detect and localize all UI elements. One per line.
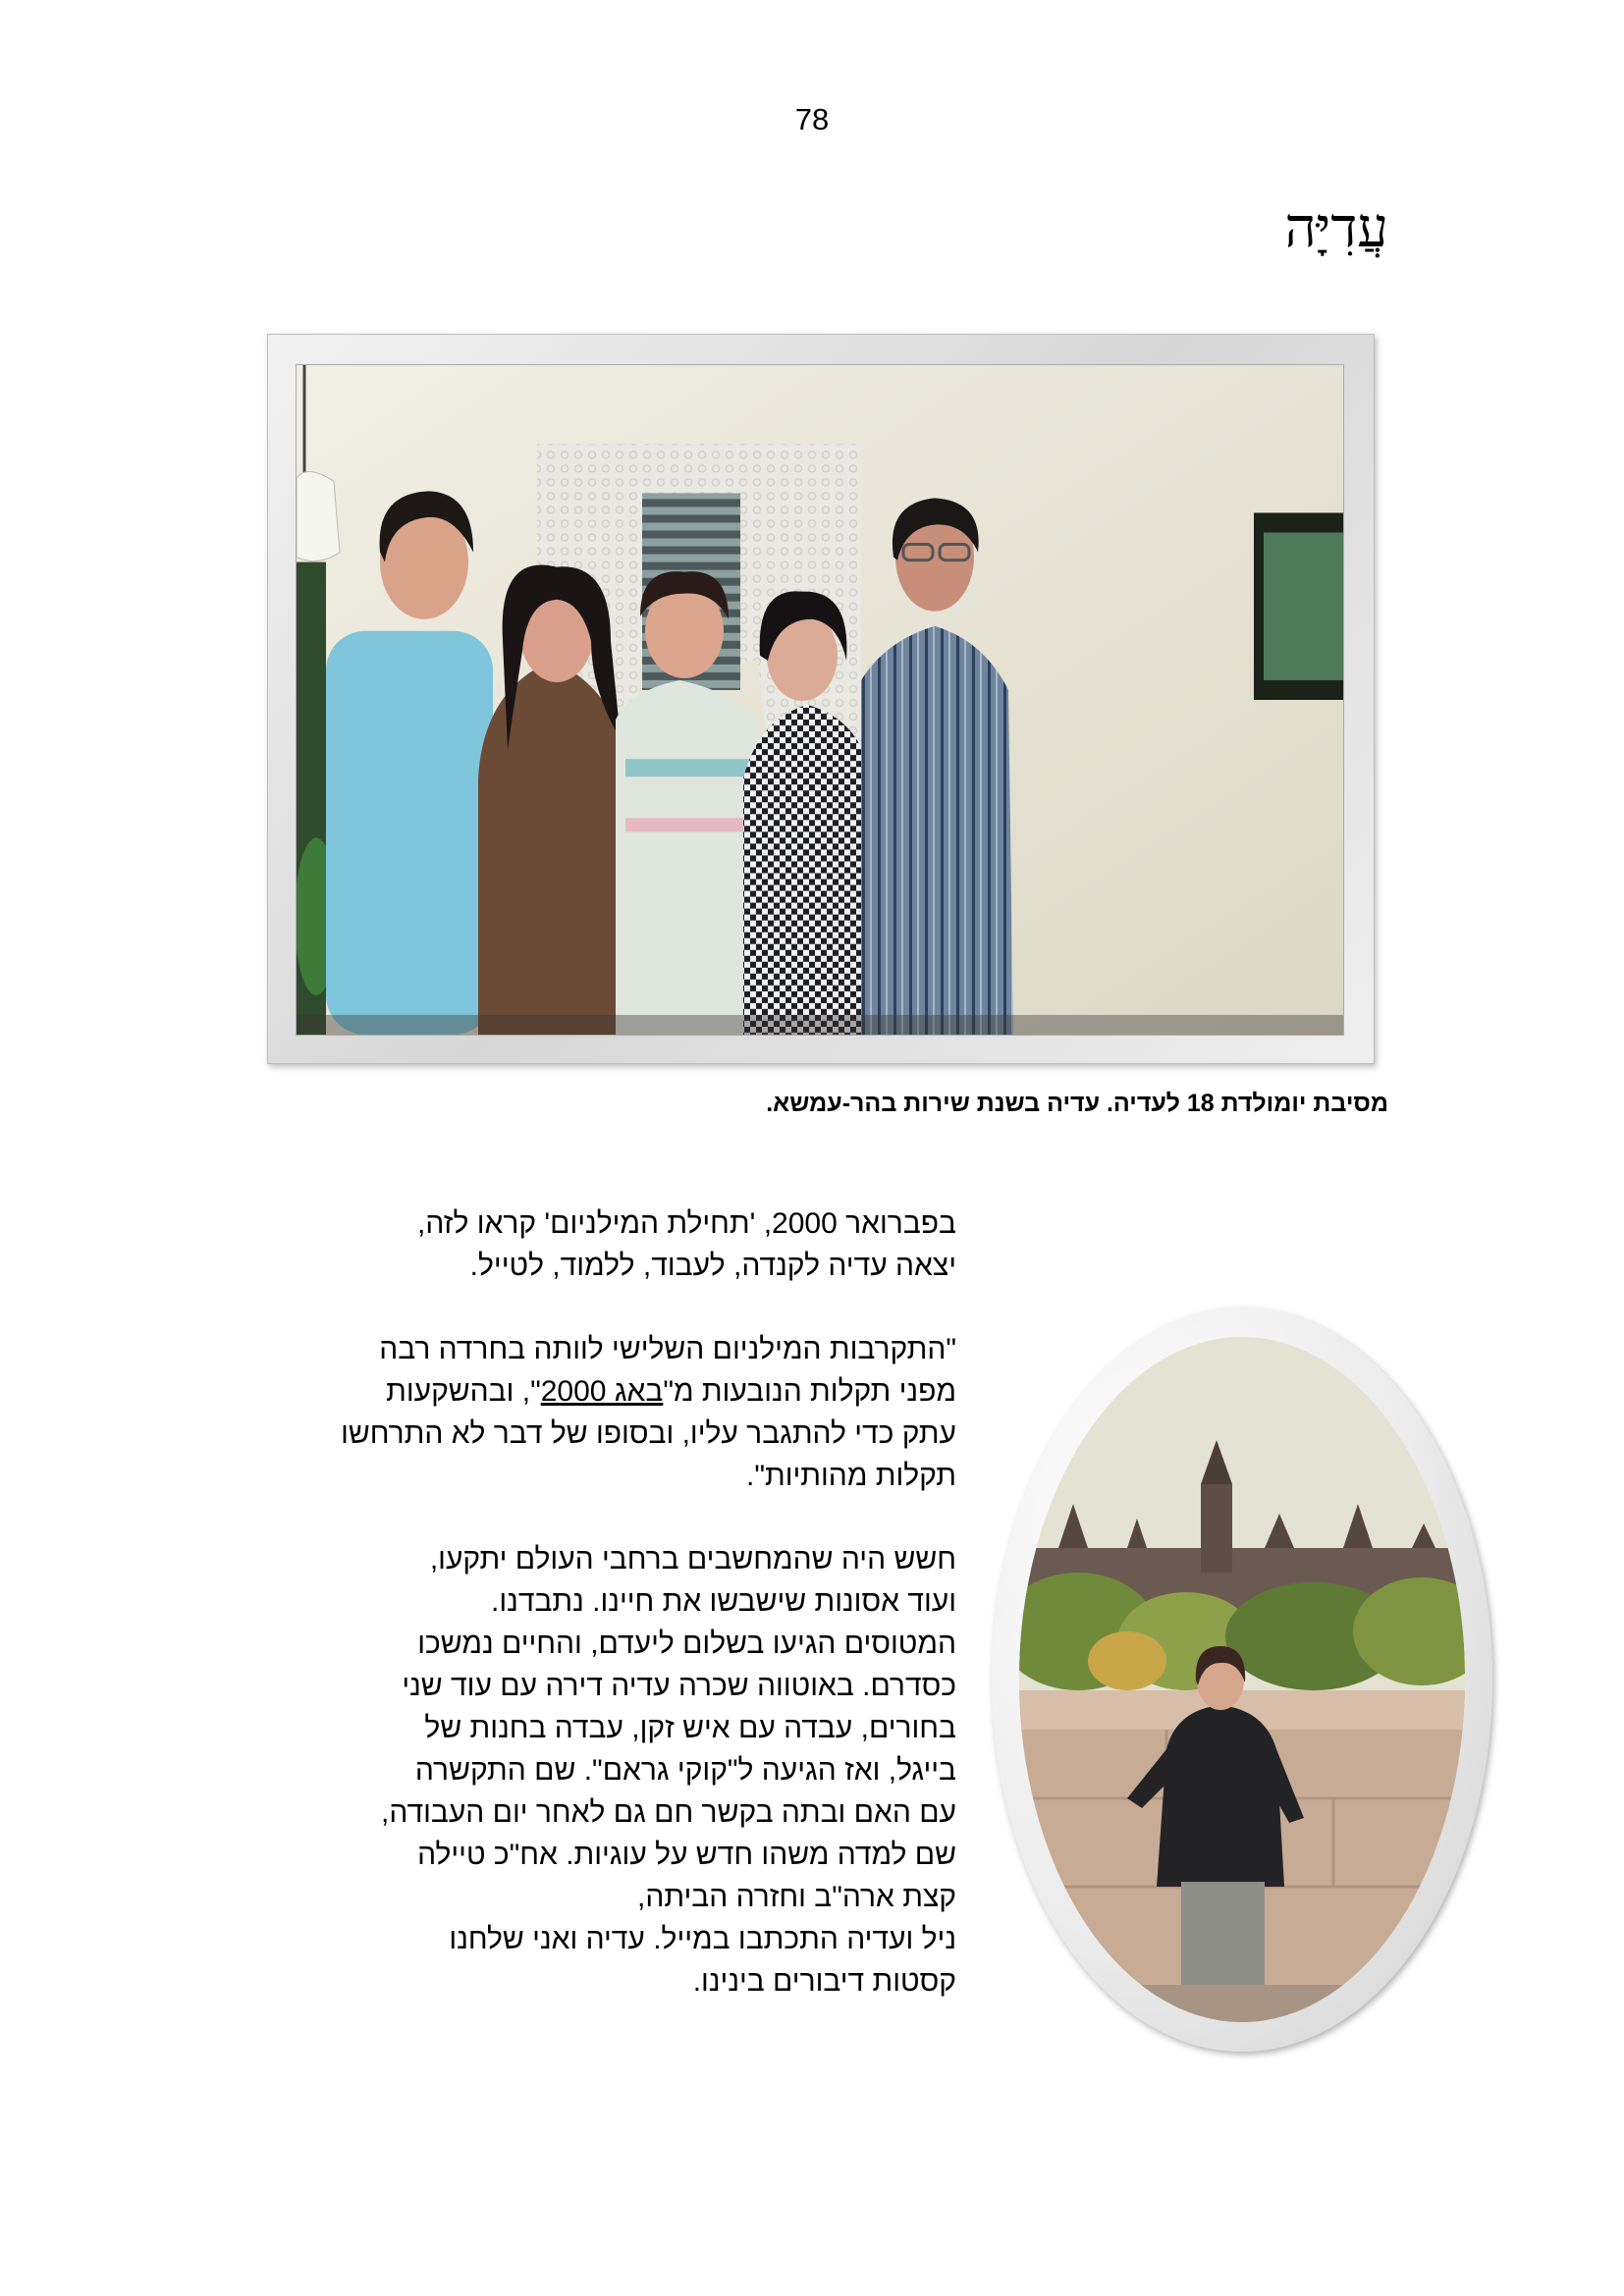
text-fragment: ", ובהשקעות (386, 1375, 541, 1408)
photo-caption: מסיבת יומולדת 18 לעדיה. עדיה בשנת שירות בהר-עמשא. (766, 1090, 1388, 1117)
page-title: עֲדִיָּה (1284, 196, 1388, 260)
page-number: 78 (794, 102, 830, 136)
text-line: בפברואר 2000, 'תחילת המילניום' קראו לזה, (417, 1207, 956, 1240)
oval-photo-frame (992, 1308, 1492, 2052)
group-photo (296, 364, 1344, 1036)
paragraph-1 (230, 1202, 956, 1287)
body-text (230, 1202, 956, 2044)
bug-2000-link[interactable]: באג 2000 (540, 1375, 664, 1408)
text-line: חשש היה שהמחשבים ברחבי העולם יתקעו, (429, 1543, 956, 1575)
ottawa-photo (1019, 1337, 1465, 2022)
text-line: "התקרבות המילניום השלישי לוותה בחרדה רבה (379, 1333, 956, 1365)
text-line: שם למדה משהו חדש על עוגיות. אח"כ טיילה (417, 1839, 956, 1871)
text-line: תקלות מהותיות". (745, 1460, 956, 1492)
text-line: כסדרם. באוטווה שכרה עדיה דירה עם עוד שני (402, 1670, 956, 1702)
ottawa-photo-image (1019, 1337, 1465, 2022)
text-line: בחורים, עבדה עם איש זקן, עבדה בחנות של (424, 1712, 956, 1744)
text-line: ניל ועדיה התכתבו במייל. עדיה ואני שלחנו (449, 1923, 956, 1955)
text-line: עתק כדי להתגבר עליו, ובסופו של דבר לא התרחשו (341, 1417, 956, 1450)
paragraph-2-quote (230, 1328, 956, 1497)
text-line: בייגל, ואז הגיעה ל"קוקי גראם". שם התקשרה (414, 1754, 956, 1787)
paragraph-3 (230, 1538, 956, 2002)
text-line: קסטות דיבורים בינינו. (692, 1965, 956, 1998)
text-line: עם האם ובתה בקשר חם גם לאחר יום העבודה, (381, 1796, 956, 1829)
text-fragment: מפני תקלות הנובעות מ" (663, 1375, 956, 1408)
text-line (230, 1370, 956, 1413)
text-line: המטוסים הגיעו בשלום ליעדם, והחיים נמשכו (417, 1628, 956, 1660)
group-photo-frame (267, 334, 1375, 1064)
text-line: קצת ארה"ב וחזרה הביתה, (637, 1881, 956, 1913)
text-line: ועוד אסונות שישבשו את חיינו. נתבדנו. (491, 1585, 956, 1618)
text-line: יצאה עדיה לקנדה, לעבוד, ללמוד, לטייל. (469, 1250, 956, 1282)
group-photo-image (297, 365, 1343, 1035)
